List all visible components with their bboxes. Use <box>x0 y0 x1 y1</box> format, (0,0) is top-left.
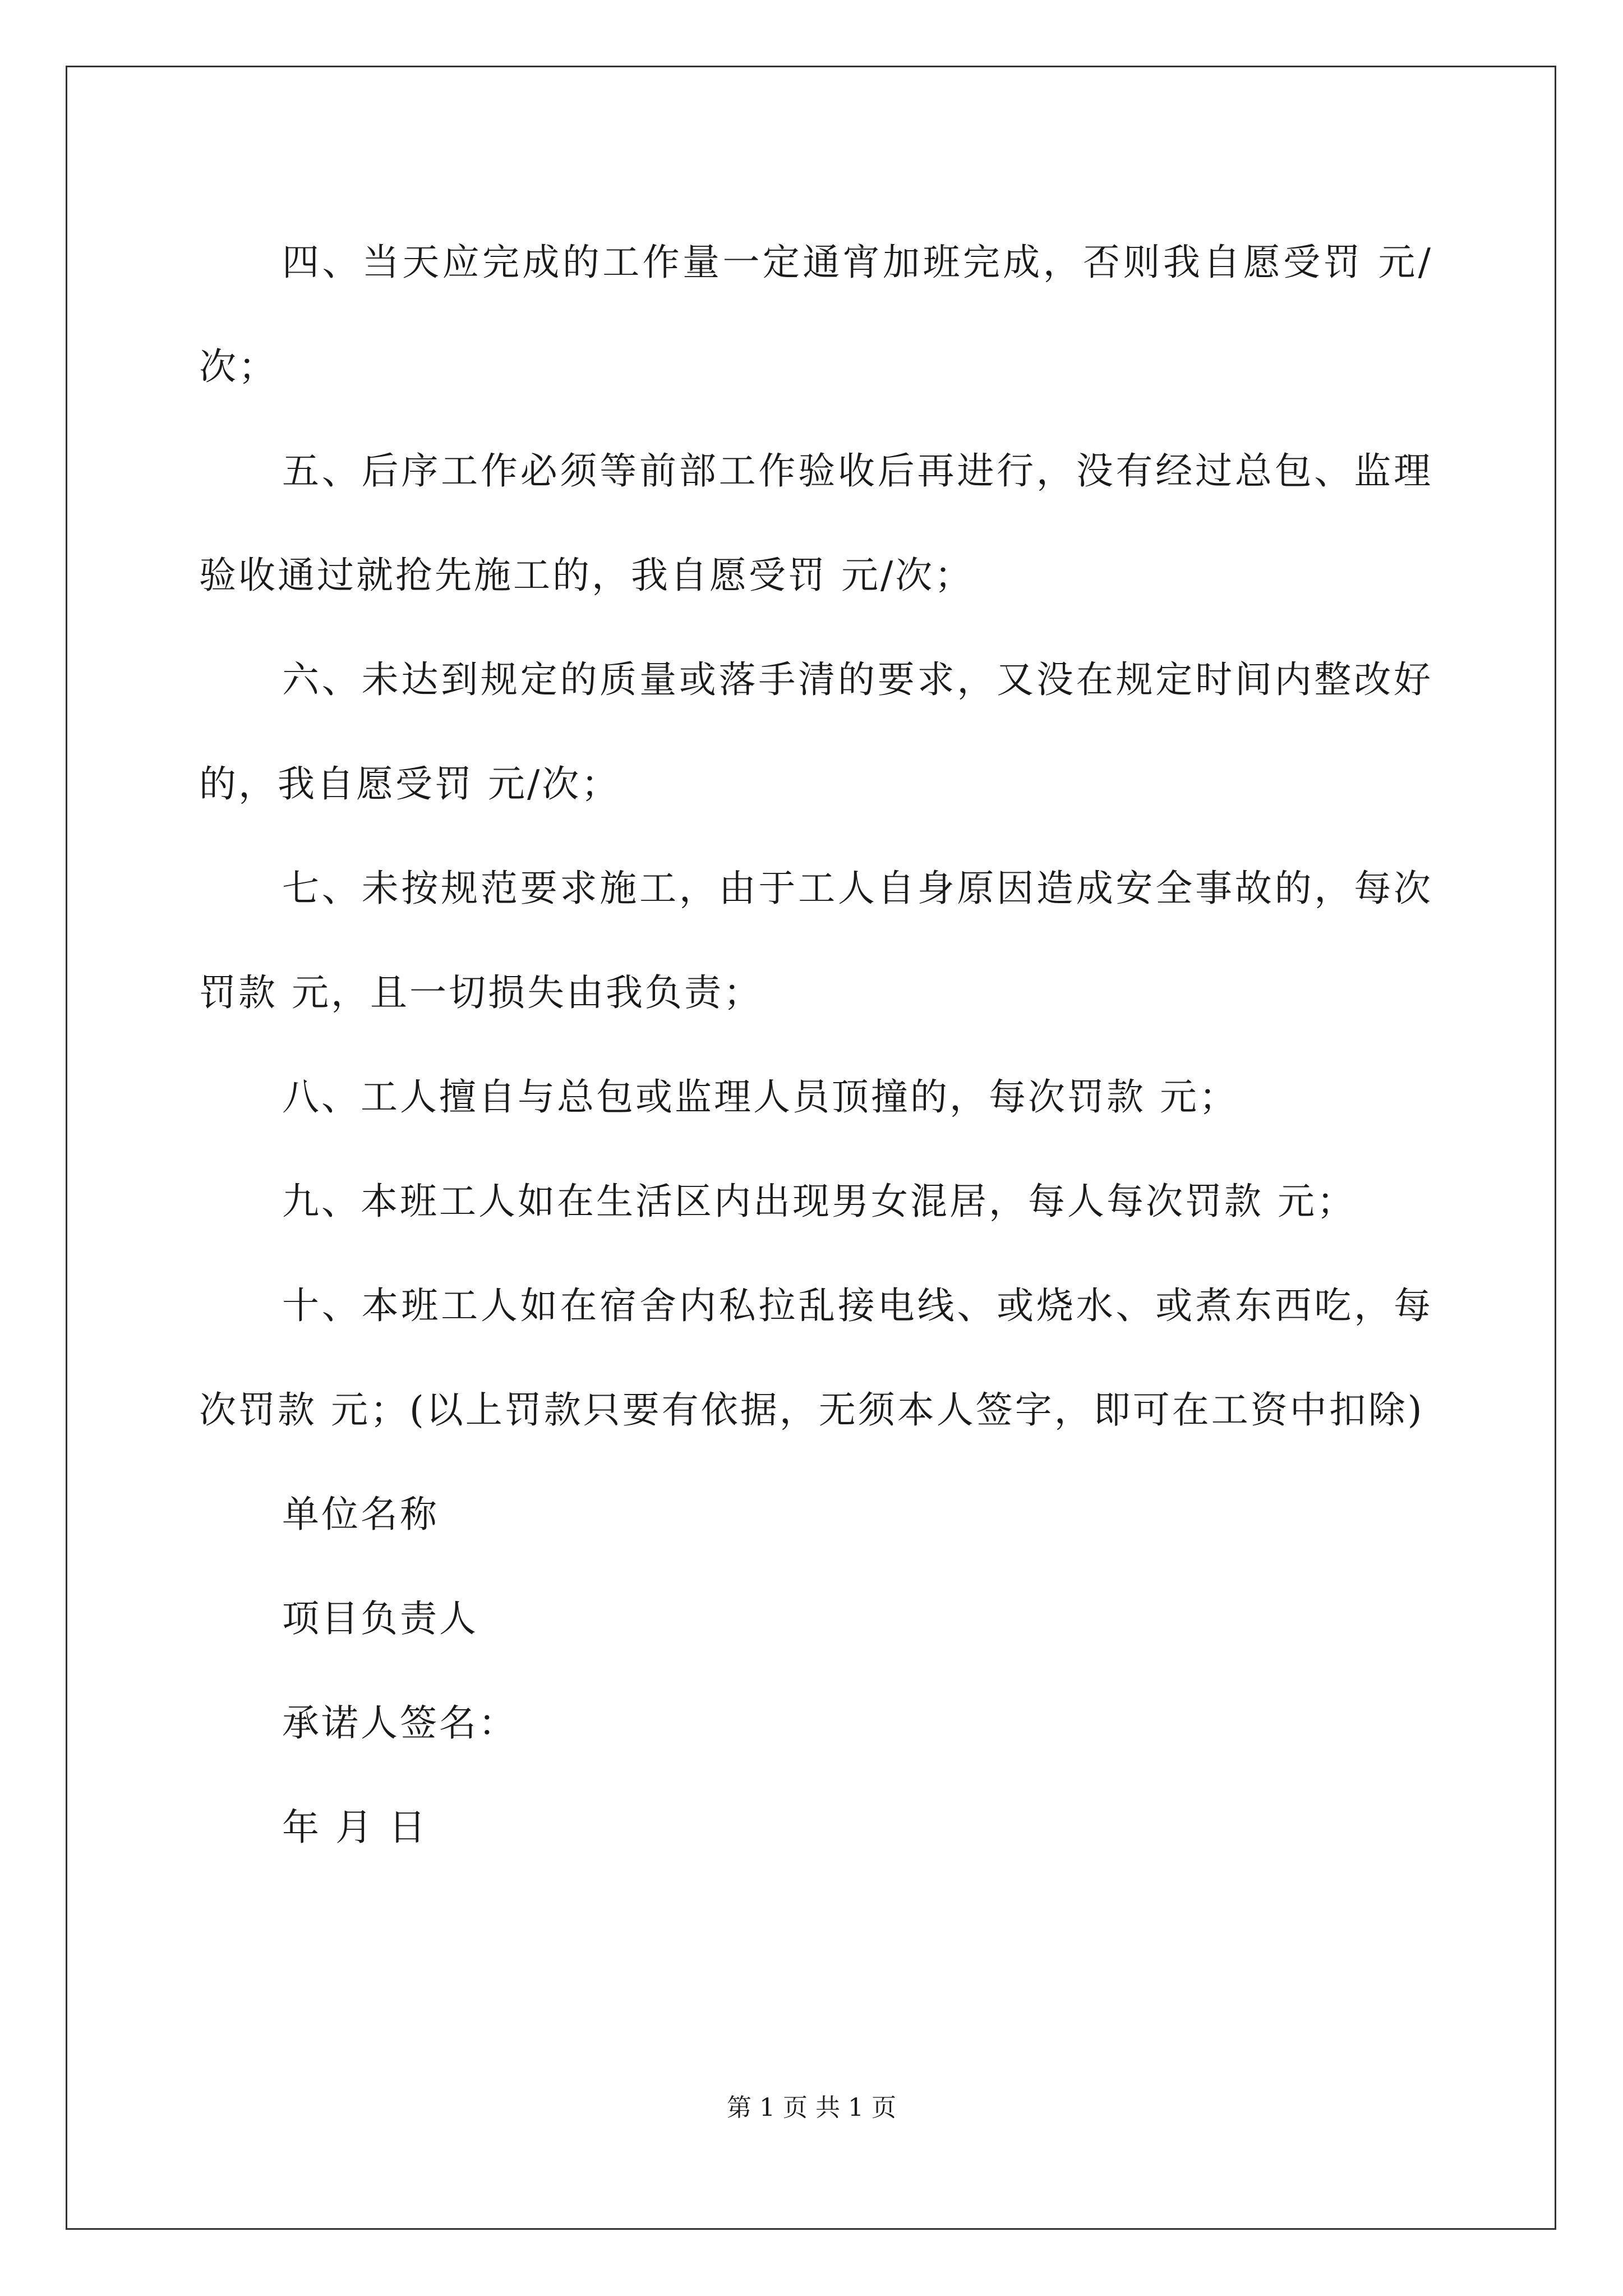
clause-7: 七、未按规范要求施工，由于工人自身原因造成安全事故的，每次罚款 元，且一切损失由我负责； <box>199 867 1433 1014</box>
clause-8: 八、工人擅自与总包或监理人员顶撞的，每次罚款 元； <box>282 1075 1238 1119</box>
clause-9: 九、本班工人如在生活区内出现男女混居，每人每次罚款 元； <box>282 1180 1356 1223</box>
signatory-label: 承诺人签名： <box>282 1701 518 1745</box>
clause-6: 六、未达到规定的质量或落手清的要求，又没在规定时间内整改好的，我自愿受罚 元/次； <box>199 658 1433 806</box>
clause-4: 四、当天应完成的工作量一定通宵加班完成，否则我自愿受罚 元/次； <box>199 241 1433 388</box>
unit-name-label: 单位名称 <box>282 1493 439 1536</box>
clause-5: 五、后序工作必须等前部工作验收后再进行，没有经过总包、监理验收通过就抢先施工的，我自愿受罚 元/次； <box>199 449 1433 597</box>
project-manager-label: 项目负责人 <box>282 1597 478 1640</box>
date-line: 年 月 日 <box>282 1806 428 1849</box>
clause-10: 十、本班工人如在宿舍内私拉乱接电线、或烧水、或煮东西吃，每次罚款 元；(以上罚款只要有依据，无须本人签字，即可在工资中扣除) <box>199 1284 1433 1432</box>
document-body <box>199 210 1433 1880</box>
page-number-footer: 第 1 页 共 1 页 <box>727 2093 896 2122</box>
